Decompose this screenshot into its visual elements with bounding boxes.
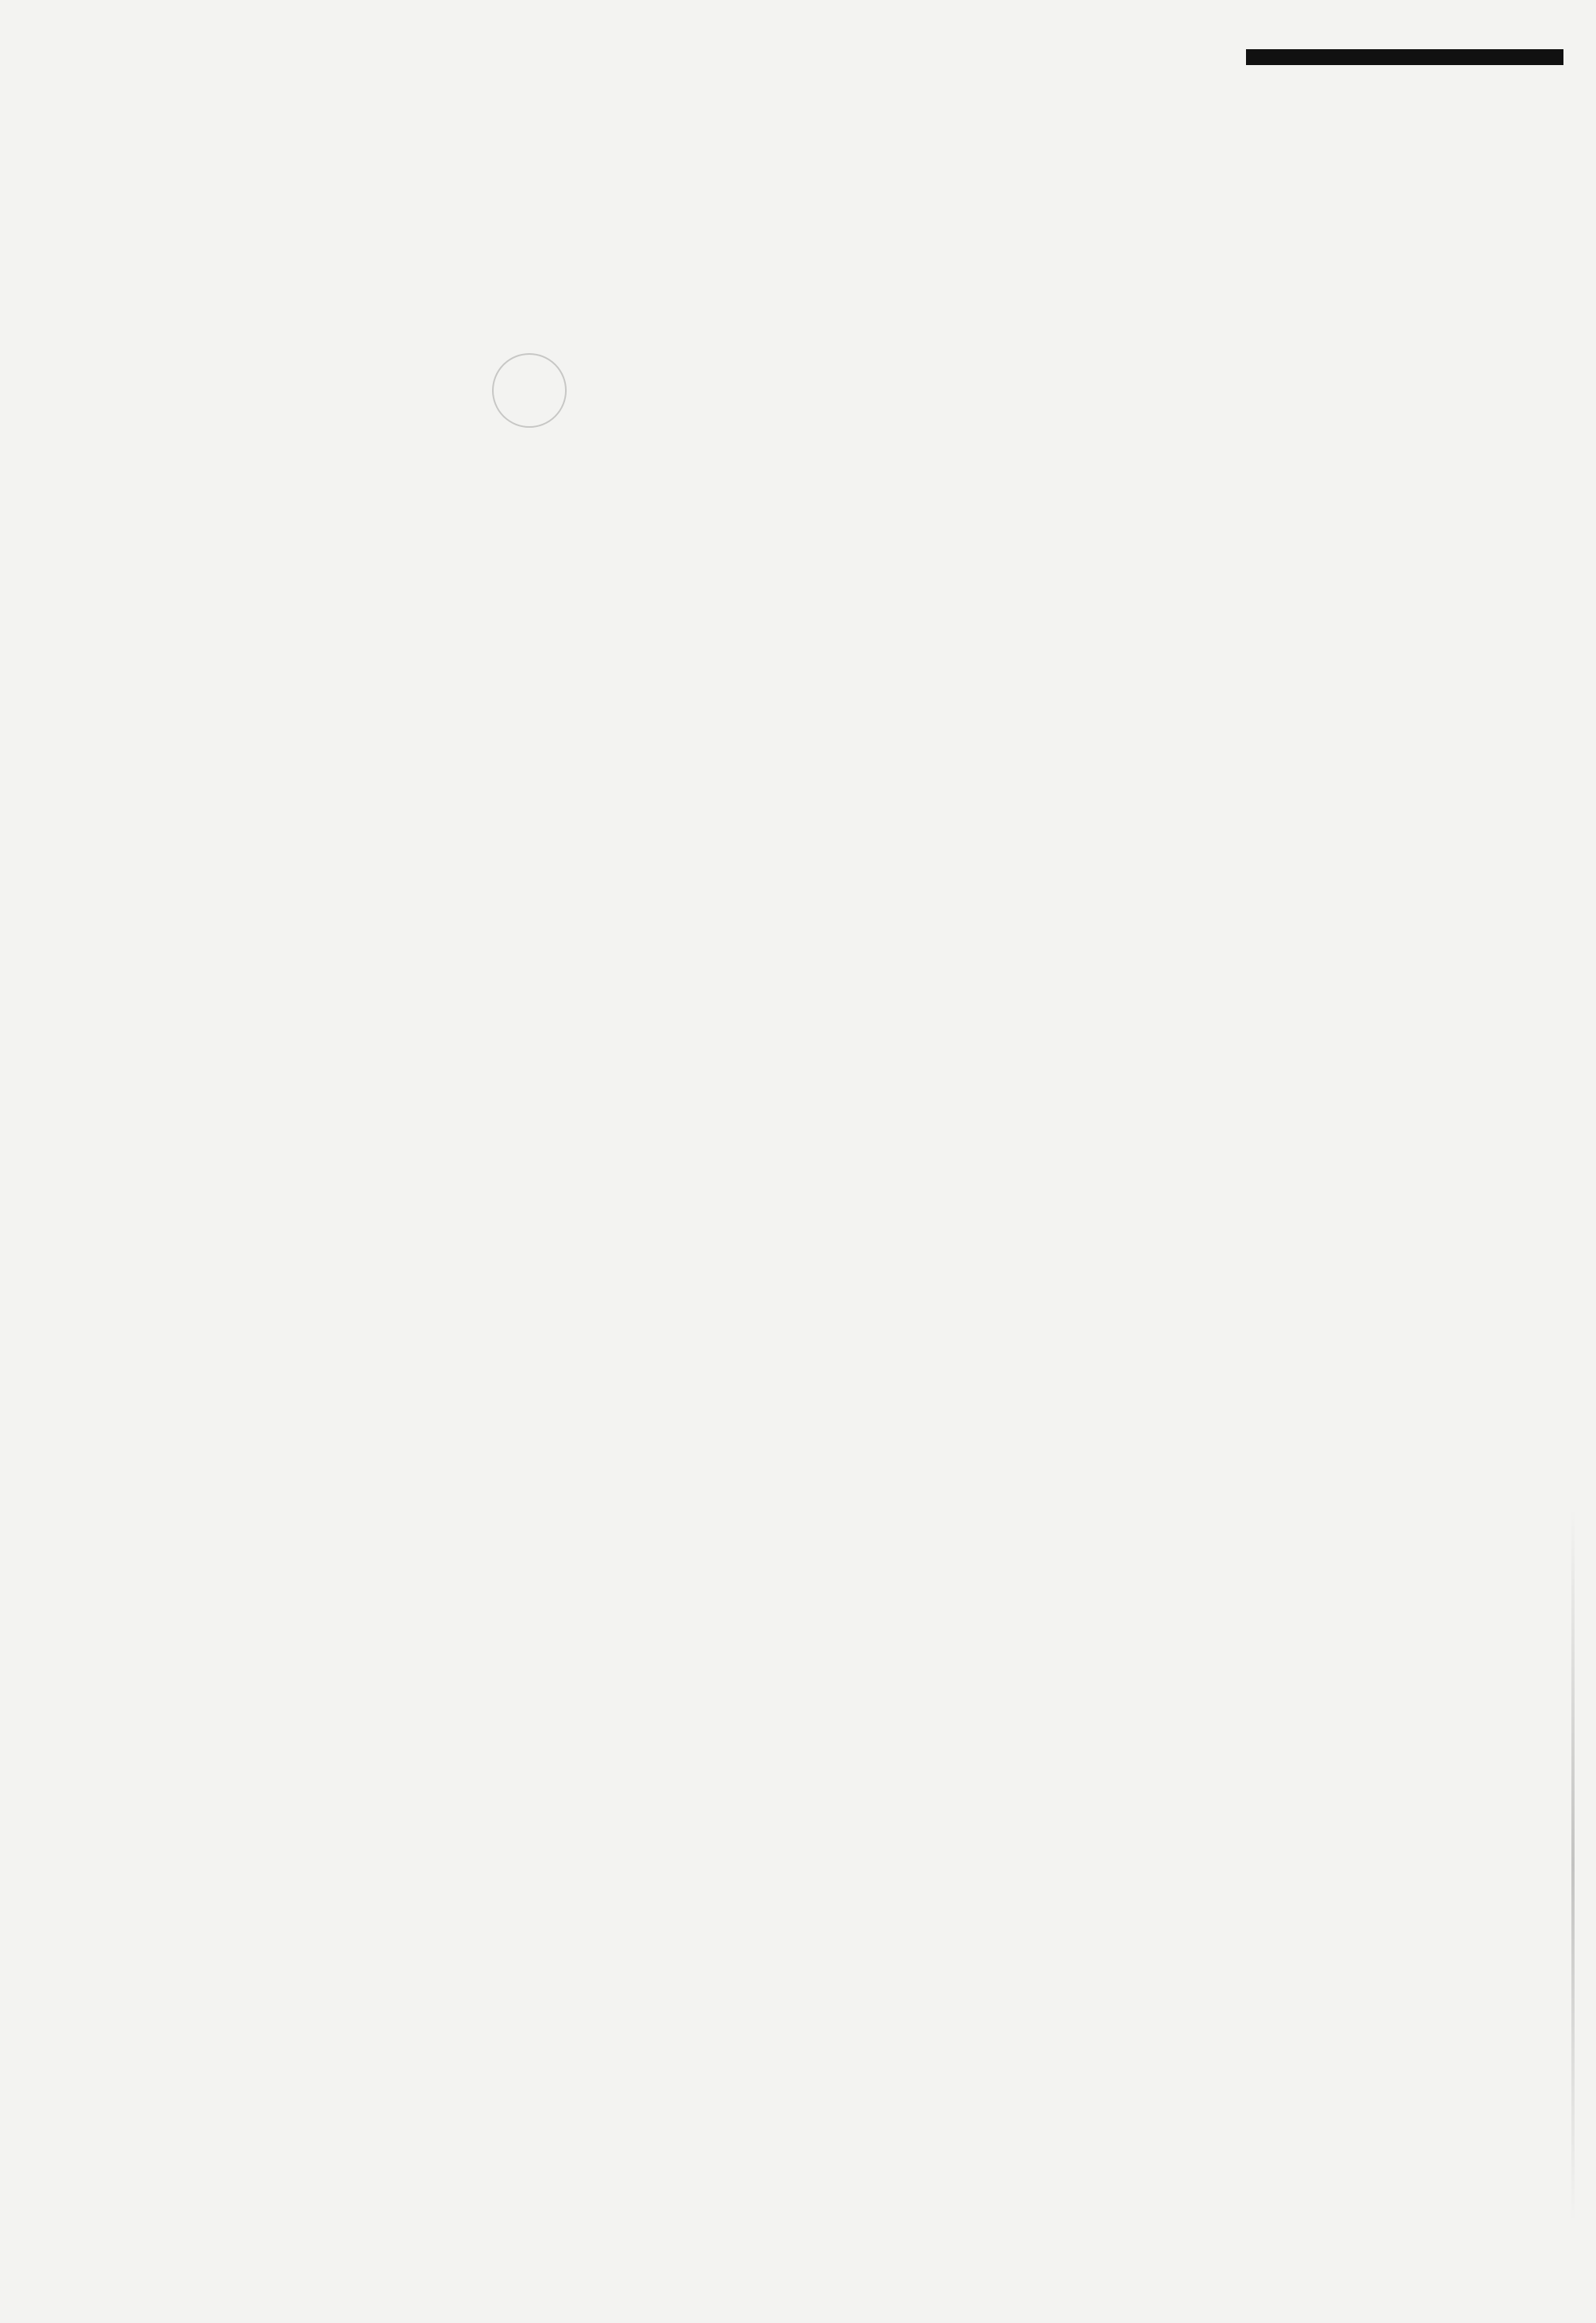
faint-stamp-mark [492, 353, 567, 428]
answer-content [95, 167, 1381, 281]
choice-answers [95, 173, 1381, 227]
scan-edge-shadow [1571, 1508, 1575, 2222]
scan-edge-bar [1246, 49, 1563, 65]
fill-in-answers [95, 227, 1381, 281]
